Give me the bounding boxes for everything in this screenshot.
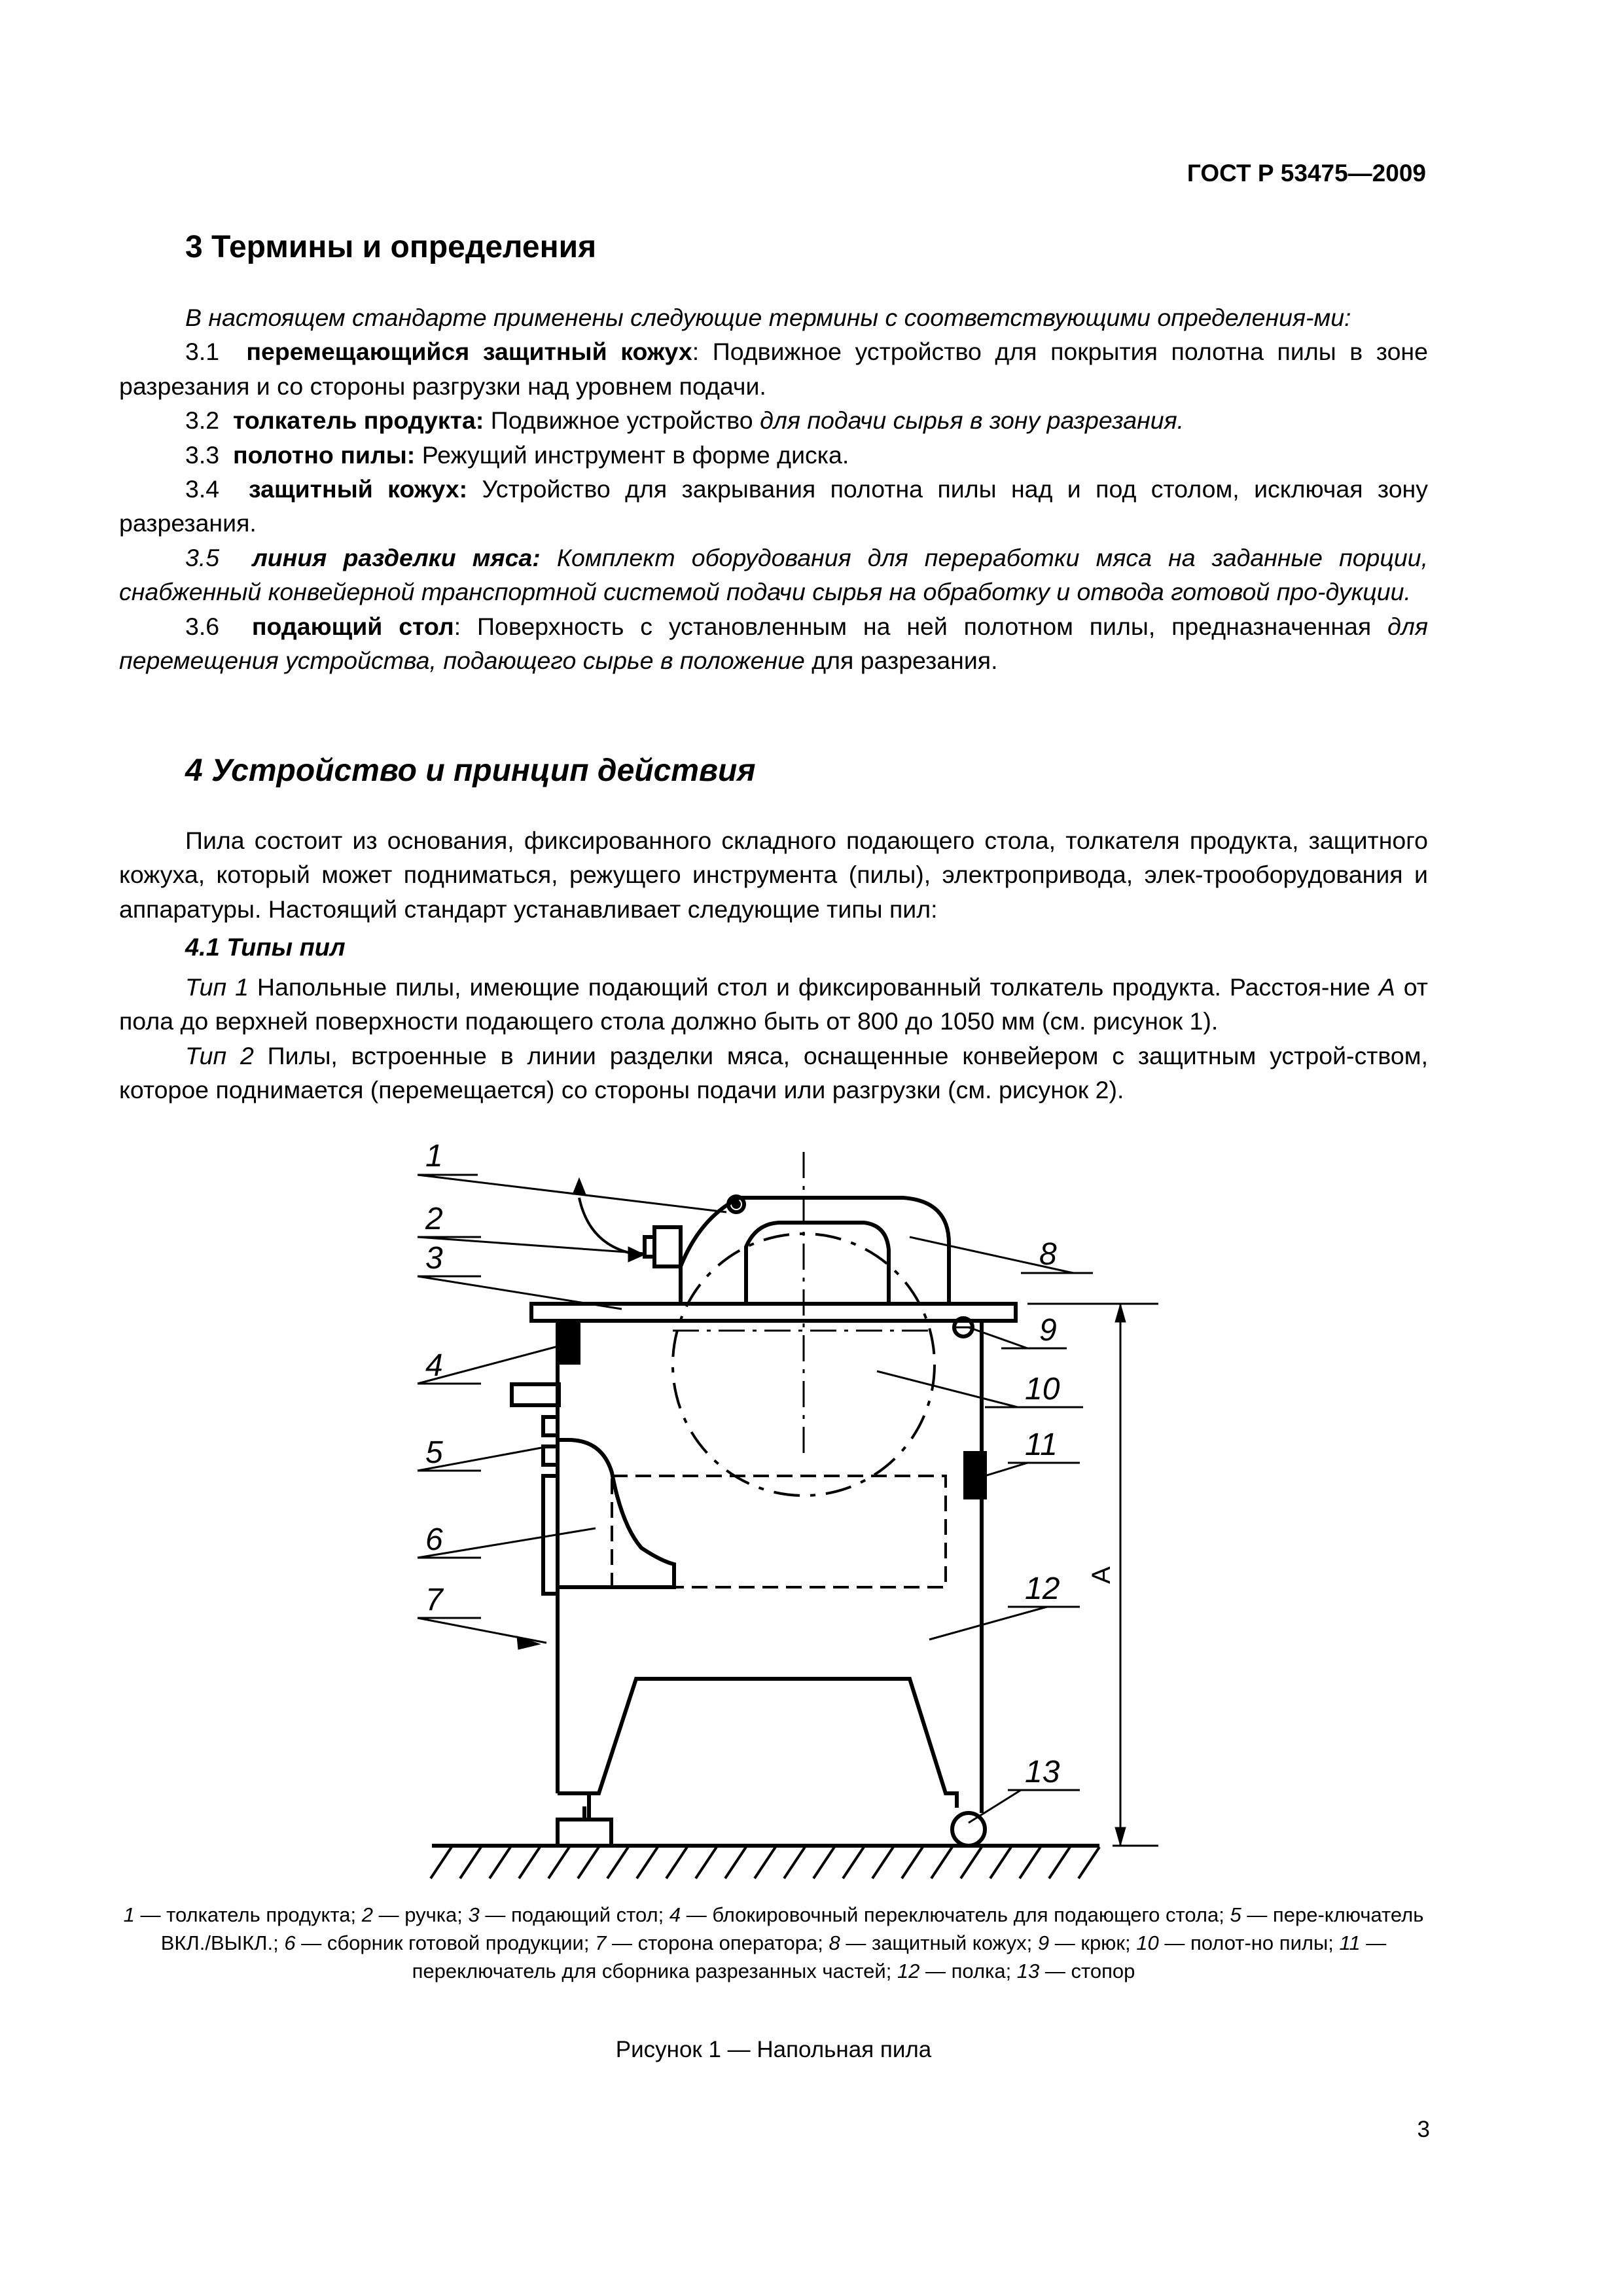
term-definition-italic: для перемещения устройства, подающего сырье в положение <box>119 612 1428 675</box>
stopper-wheel <box>952 1813 985 1846</box>
dimension-label-a: А <box>1087 1566 1116 1584</box>
legend-item-text: — ручка; <box>372 1903 469 1926</box>
fig-label-13: 13 <box>1025 1755 1060 1789</box>
legend-item-text: — переключатель для сборника разрезанных частей; <box>412 1931 1387 1982</box>
saw-blade <box>673 1234 935 1496</box>
term-definition: : Подвижное устройство для покрытия полотна пилы в зоне разрезания и со стороны разгрузки над уровнем подачи. <box>119 338 1429 400</box>
term-definition-end: для разрезания. <box>804 647 998 675</box>
legend-item-number: 2 <box>361 1903 373 1926</box>
lift-arrow <box>579 1198 632 1253</box>
term-number: 3.5 <box>185 543 220 571</box>
fig-label-10: 10 <box>1025 1372 1060 1407</box>
pusher-handle <box>654 1227 681 1266</box>
legend-item-text: — полка; <box>919 1960 1017 1982</box>
section-4-title: 4 Устройство и принцип действия <box>185 753 756 788</box>
type-2-label: Тип 2 <box>185 1041 254 1069</box>
floor-hatching <box>431 1847 1099 1878</box>
dimension-var: А <box>1378 973 1395 1001</box>
legend-item-text: — сторона оператора; <box>606 1931 829 1954</box>
term-definition: Комплект оборудования для переработки мяса на заданные порции, снабженный конвейерной транспортной системой подачи сырья на обработку и отвода готовой про-дукции. <box>119 543 1428 606</box>
term-name: защитный кожух: <box>248 475 468 503</box>
fig-label-6: 6 <box>425 1522 443 1557</box>
legend-item-number: 12 <box>897 1960 920 1982</box>
type-1-label: Тип 1 <box>185 973 249 1001</box>
term-number: 3.3 <box>185 440 220 469</box>
section-3-intro: В настоящем стандарте применены следующие термины с соответствующими определения-ми: <box>185 304 1351 331</box>
legend-item-number: 10 <box>1136 1931 1159 1954</box>
term-name: подающий стол <box>251 612 454 640</box>
term-number: 3.1 <box>185 338 220 366</box>
legend-item-text: — крюк; <box>1049 1931 1137 1954</box>
term-definition: Режущий инструмент в форме диска. <box>415 440 849 469</box>
term-number: 3.4 <box>185 475 220 503</box>
handle-grip <box>645 1237 654 1257</box>
legend-item-number: 11 <box>1339 1931 1361 1954</box>
term-number: 3.6 <box>185 612 220 640</box>
term-name: толкатель продукта: <box>232 406 484 435</box>
on-off-switch-lower <box>543 1446 558 1465</box>
type-2-text: Пилы, встроенные в линии разделки мяса, оснащенные конвейером с защитным устрой-ством, которое поднимается (перемещается) со стороны подачи или разгрузки (см. рисунок 2). <box>119 1041 1428 1104</box>
legend-item-text: — блокировочный переключатель для подающего стола; <box>681 1903 1230 1926</box>
section-3-title: 3 Термины и определения <box>185 230 597 264</box>
fig-label-3: 3 <box>425 1241 443 1276</box>
legend-item-text: — подающий стол; <box>479 1903 669 1926</box>
legend-item-number: 9 <box>1037 1931 1050 1954</box>
figure-caption: Рисунок 1 — Напольная пила <box>615 2037 932 2062</box>
fig-label-7: 7 <box>425 1583 443 1617</box>
legend-item-number: 6 <box>284 1931 296 1954</box>
leader-lines <box>418 1175 1093 1823</box>
term-name: перемещающийся защитный кожух <box>246 338 692 366</box>
fig-label-2: 2 <box>425 1202 443 1236</box>
product-collector <box>558 1440 674 1587</box>
on-off-switch <box>543 1417 558 1435</box>
fig-label-9: 9 <box>1039 1313 1057 1348</box>
legend-item-number: 5 <box>1230 1903 1241 1926</box>
term-number: 3.2 <box>185 406 220 435</box>
fig-label-1: 1 <box>425 1139 443 1174</box>
legend-item-number: 1 <box>123 1903 135 1926</box>
fig-label-11: 11 <box>1025 1427 1058 1462</box>
type-1-text-a: Напольные пилы, имеющие подающий стол и фиксированный толкатель продукта. Расстоя-ние <box>248 973 1379 1001</box>
subsection-4-1-title: 4.1 Типы пил <box>185 934 346 961</box>
fig-label-8: 8 <box>1039 1237 1057 1272</box>
legend-item-number: 7 <box>595 1931 607 1954</box>
term-definition-italic: для подачи сырья в зону разрезания. <box>760 406 1185 435</box>
left-foot <box>558 1820 611 1846</box>
term-name: полотно пилы: <box>232 440 416 469</box>
legend-item-text: — пере-ключатель ВКЛ./ВЫКЛ.; <box>160 1903 1424 1954</box>
legend-item-text: — сборник готовой продукции; <box>295 1931 596 1954</box>
term-definition: Подвижное устройство <box>484 406 760 435</box>
legend-item-number: 13 <box>1016 1960 1040 1982</box>
figure-legend <box>119 1901 1428 1985</box>
base-recess <box>589 1679 957 1808</box>
legend-item-text: — стопор <box>1039 1960 1135 1982</box>
interlock-switch <box>558 1322 579 1363</box>
legend-item-text: — защитный кожух; <box>840 1931 1038 1954</box>
legend-item-number: 4 <box>669 1903 681 1926</box>
page-number: 3 <box>1417 2117 1430 2142</box>
section-4-paragraph: Пила состоит из основания, фиксированного складного подающего стола, толкателя продукта, защитного кожуха, который может подниматься, режущего инструмента (пилы), электропривода, элек-трооборудования и аппаратуры. Настоящий стандарт устанавливает следующие типы пил: <box>119 827 1428 923</box>
term-definition: Устройство для закрывания полотна пилы над и под столом, исключая зону разрезания. <box>119 475 1429 537</box>
legend-item-text: — толкатель продукта; <box>134 1903 362 1926</box>
term-name: линия разделки мяса: <box>252 543 541 571</box>
side-bracket <box>512 1384 559 1405</box>
legend-item-number: 3 <box>468 1903 480 1926</box>
cut-parts-switch <box>965 1453 985 1498</box>
fig-label-5: 5 <box>425 1435 443 1470</box>
fig-label-4: 4 <box>425 1348 443 1383</box>
type-1-text-b: от пола до верхней поверхности подающего стола должно быть от 800 до 1050 мм (см. рисунок 1). <box>119 973 1428 1035</box>
legend-item-text: — полот-но пилы; <box>1158 1931 1340 1954</box>
term-definition: : Поверхность с установленным на ней полотном пилы, предназначенная <box>454 612 1388 640</box>
legend-item-number: 8 <box>829 1931 840 1954</box>
document-header-id: ГОСТ Р 53475—2009 <box>1186 160 1426 187</box>
fig-label-12: 12 <box>1025 1571 1060 1606</box>
